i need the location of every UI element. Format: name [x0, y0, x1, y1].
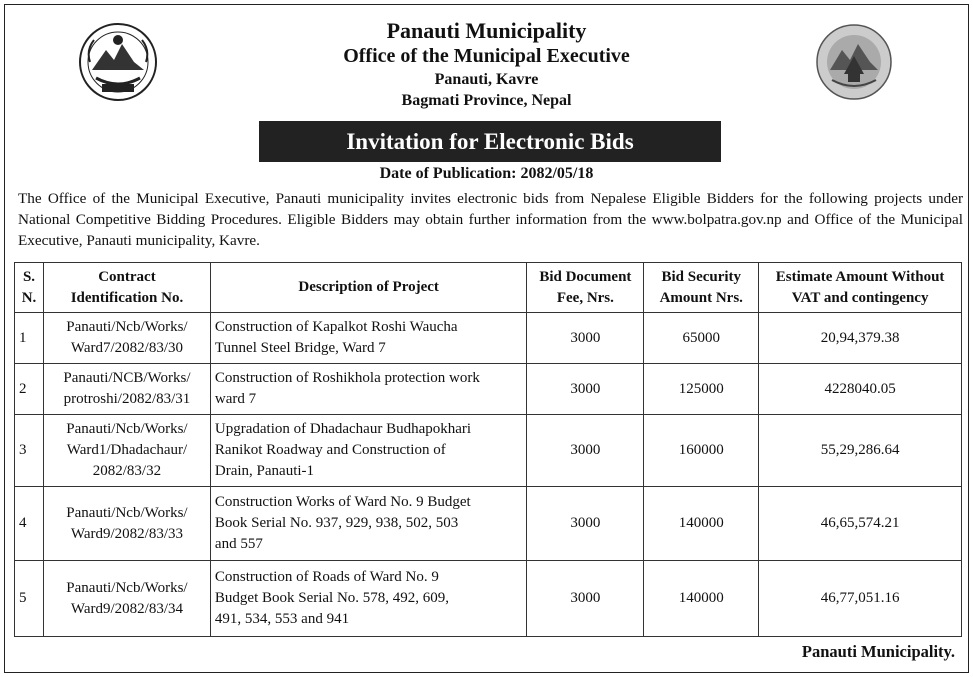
cell-bid-fee: 3000: [527, 313, 644, 364]
organization-title: Panauti Municipality: [386, 18, 587, 43]
cell-sn: 4: [15, 487, 44, 561]
table-row: [15, 415, 962, 487]
office-title: Office of the Municipal Executive: [343, 45, 630, 67]
cell-estimate: 46,65,574.21: [759, 487, 962, 561]
header-estimate: Estimate Amount Without VAT and contingency: [759, 263, 962, 313]
cell-bid-security: 140000: [644, 487, 759, 561]
header-bid-fee: Bid Document Fee, Nrs.: [527, 263, 644, 313]
cell-bid-fee: 3000: [527, 487, 644, 561]
cell-sn: 5: [15, 561, 44, 637]
office-location: Panauti, Kavre: [434, 71, 539, 88]
cell-sn: 2: [15, 364, 44, 415]
header-description: Description of Project: [210, 263, 527, 313]
publication-date: Date of Publication: 2082/05/18: [379, 165, 594, 182]
cell-contract-id: Panauti/Ncb/Works/ Ward9/2082/83/34: [43, 561, 210, 637]
document-header: [0, 18, 973, 111]
cell-estimate: 4228040.05: [759, 364, 962, 415]
bids-table: [14, 262, 962, 637]
cell-description: Upgradation of Dhadachaur Budhapokhari Ranikot Roadway and Construction of Drain, Panauti-1: [210, 415, 527, 487]
cell-bid-fee: 3000: [527, 364, 644, 415]
cell-sn: 1: [15, 313, 44, 364]
cell-estimate: 55,29,286.64: [759, 415, 962, 487]
intro-paragraph: The Office of the Municipal Executive, Panauti municipality invites electronic bids from Nepalese Eligible Bidders for the following projects under National Competitive Bidding Procedures. Eligible Bidders may obtain further information from the www.bolpatra.gov.np and Office of the Municipal Executive, Panauti municipality, Kavre.: [18, 190, 963, 249]
cell-bid-security: 140000: [644, 561, 759, 637]
table-header-row: [15, 263, 962, 313]
cell-bid-security: 65000: [644, 313, 759, 364]
cell-contract-id: Panauti/Ncb/Works/ Ward7/2082/83/30: [43, 313, 210, 364]
cell-contract-id: Panauti/NCB/Works/ protroshi/2082/83/31: [43, 364, 210, 415]
table-row: [15, 364, 962, 415]
table-row: [15, 487, 962, 561]
cell-bid-fee: 3000: [527, 561, 644, 637]
cell-description: Construction of Roshikhola protection work ward 7: [210, 364, 527, 415]
cell-bid-security: 125000: [644, 364, 759, 415]
footer-signature: Panauti Municipality.: [801, 642, 955, 661]
cell-contract-id: Panauti/Ncb/Works/ Ward1/Dhadachaur/ 2082/83/32: [43, 415, 210, 487]
cell-bid-security: 160000: [644, 415, 759, 487]
table-row: [15, 313, 962, 364]
cell-estimate: 20,94,379.38: [759, 313, 962, 364]
header-bid-security: Bid Security Amount Nrs.: [644, 263, 759, 313]
cell-description: Construction of Kapalkot Roshi Waucha Tunnel Steel Bridge, Ward 7: [210, 313, 527, 364]
cell-contract-id: Panauti/Ncb/Works/ Ward9/2082/83/33: [43, 487, 210, 561]
notice-banner: Invitation for Electronic Bids: [259, 121, 721, 162]
cell-sn: 3: [15, 415, 44, 487]
cell-description: Construction Works of Ward No. 9 Budget Book Serial No. 937, 929, 938, 502, 503 and 557: [210, 487, 527, 561]
header-contract-id: Contract Identification No.: [43, 263, 210, 313]
cell-bid-fee: 3000: [527, 415, 644, 487]
table-row: [15, 561, 962, 637]
cell-estimate: 46,77,051.16: [759, 561, 962, 637]
office-province: Bagmati Province, Nepal: [401, 92, 572, 109]
header-sn: S. N.: [15, 263, 44, 313]
cell-description: Construction of Roads of Ward No. 9 Budget Book Serial No. 578, 492, 609, 491, 534, 553 and 941: [210, 561, 527, 637]
